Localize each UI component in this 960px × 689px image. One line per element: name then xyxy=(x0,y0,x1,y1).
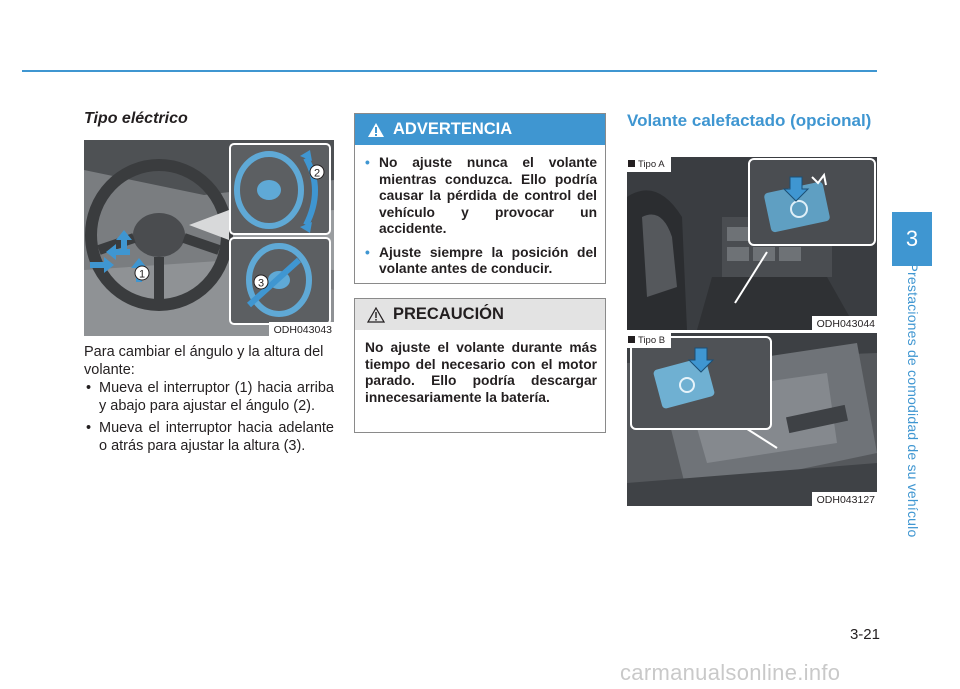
type-label-a: Tipo A xyxy=(627,157,671,172)
instruction-list xyxy=(84,379,334,459)
callout-3: 3 xyxy=(257,277,265,290)
heated-button-type-b-illustration xyxy=(627,333,877,506)
figure-code: ODH043044 xyxy=(812,316,877,330)
caution-box xyxy=(354,298,606,433)
intro-paragraph: Para cambiar el ángulo y la altura del volante: xyxy=(84,344,324,378)
page-number: 3-21 xyxy=(849,626,880,643)
top-rule xyxy=(22,70,877,72)
caution-text: No ajuste el volante durante más tiempo del necesario con el motor parado. Ello podría descargar innecesariamente la batería. xyxy=(365,340,597,405)
warning-title: ADVERTENCIA xyxy=(393,120,513,138)
list-item: • Mueva el interruptor hacia adelante o atrás para ajustar la altura (3). xyxy=(84,419,334,455)
warning-header xyxy=(355,114,605,145)
caution-header xyxy=(355,299,605,330)
caution-title: PRECAUCIÓN xyxy=(393,305,504,323)
figure-steering-adjust xyxy=(84,140,334,336)
figure-heated-type-a xyxy=(627,157,877,330)
warning-triangle-icon xyxy=(367,122,385,138)
warning-item: • Ajuste siempre la posición del volante antes de conducir. xyxy=(365,245,597,278)
callout-2: 2 xyxy=(313,167,321,180)
section-heading-heated: Volante calefactado (opcional) xyxy=(627,111,872,130)
warning-box xyxy=(354,113,606,284)
watermark: carmanualsonline.info xyxy=(620,660,841,685)
square-bullet-icon xyxy=(628,160,635,167)
figure-heated-type-b xyxy=(627,333,877,506)
section-heading-electric: Tipo eléctrico xyxy=(84,110,188,127)
steering-wheel-illustration xyxy=(84,140,334,336)
heated-button-type-a-illustration xyxy=(627,157,877,330)
chapter-title-vertical xyxy=(900,262,926,538)
list-item: • Mueva el interruptor (1) hacia arriba y abajo para ajustar el ángulo (2). xyxy=(84,379,334,415)
type-label-b: Tipo B xyxy=(627,333,671,348)
chapter-tab: 3 xyxy=(892,212,932,266)
caution-triangle-icon xyxy=(367,307,385,323)
square-bullet-icon xyxy=(628,336,635,343)
warning-list xyxy=(355,145,605,278)
figure-code: ODH043043 xyxy=(269,322,334,336)
callout-1: 1 xyxy=(138,268,146,281)
figure-code: ODH043127 xyxy=(812,492,877,506)
warning-item: • No ajuste nunca el volante mientras conduzca. Ello podría causar la pérdida de control del vehículo y provocar un accidente. xyxy=(365,155,597,238)
chapter-title: Prestaciones de comodidad de su vehículo xyxy=(905,262,921,538)
